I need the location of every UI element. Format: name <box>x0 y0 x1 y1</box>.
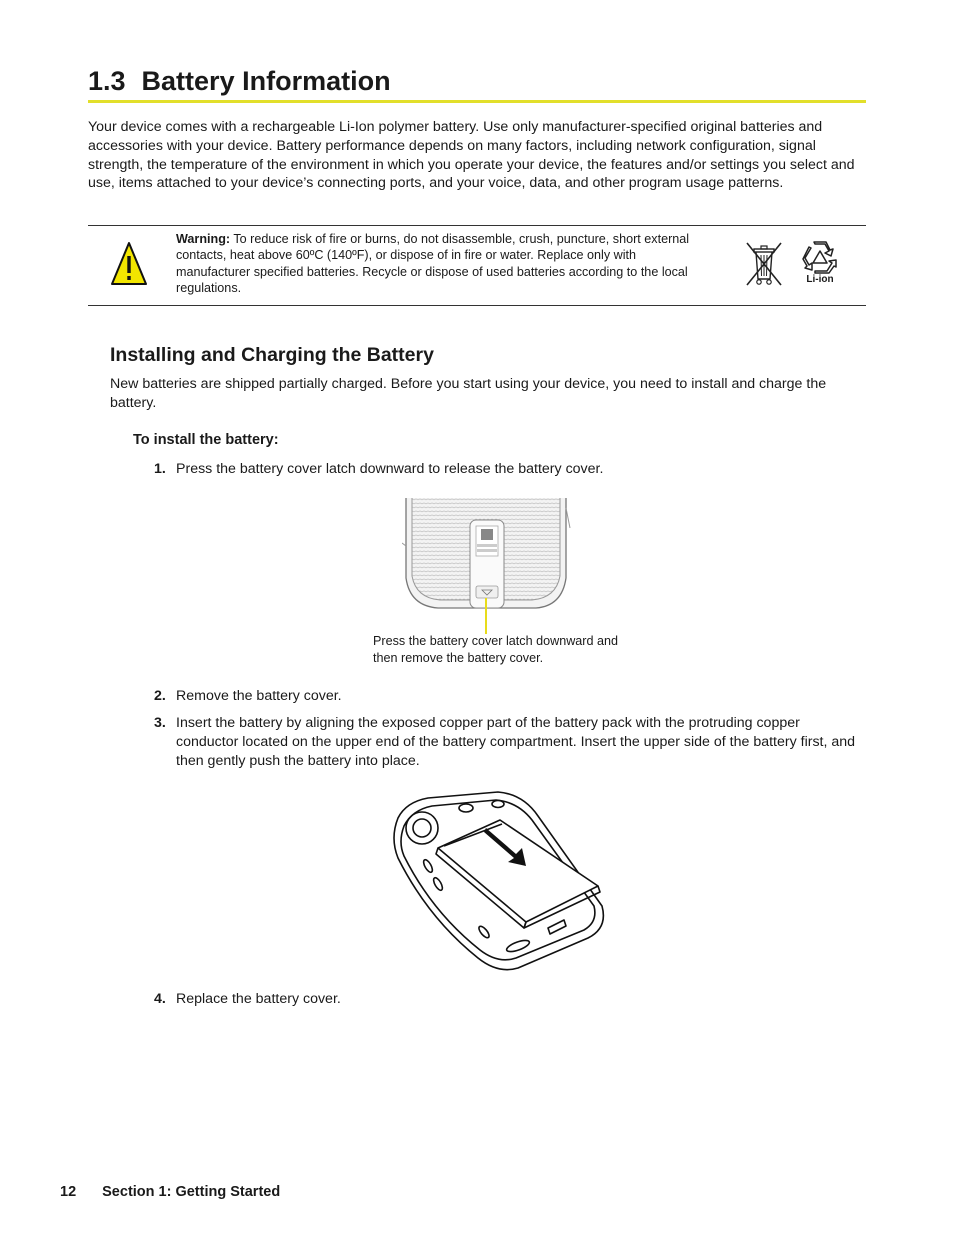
step-text: Insert the battery by aligning the exposed copper part of the battery pack with the protruding copper conductor located on the upper end of the battery compartment. Insert the upper side of the battery first, and then gently push the battery into place. <box>176 715 856 769</box>
footer-section: Section 1: Getting Started <box>102 1184 281 1200</box>
crossed-bin-icon <box>744 241 784 287</box>
section-number: 1.3 <box>88 66 126 96</box>
li-ion-label: Li-ion <box>806 274 834 285</box>
battery-cover-latch-illustration <box>402 498 572 634</box>
step-number: 2. <box>154 688 166 704</box>
figure-caption: Press the battery cover latch downward and then remove the battery cover. <box>373 634 619 665</box>
section-title: Battery Information <box>141 66 391 96</box>
step-number: 1. <box>154 461 166 477</box>
step-number: 4. <box>154 991 166 1007</box>
warning-body: To reduce risk of fire or burns, do not disassemble, crush, puncture, short external contacts, heat above 60ºC (140ºF), or dispose of in fire or water. Replace only with manufacturer specified batteries. Recycle or dispose of used batteries according to the local regulations. <box>176 232 690 296</box>
procedure-title: To install the battery: <box>133 432 279 448</box>
step-text: Remove the battery cover. <box>176 688 342 704</box>
warning-text <box>176 231 696 297</box>
battery-insertion-illustration <box>388 788 610 976</box>
warning-triangle-icon <box>110 240 148 287</box>
page-number: 12 <box>60 1184 77 1200</box>
step-text: Press the battery cover latch downward to release the battery cover. <box>176 461 604 477</box>
step-text: Replace the battery cover. <box>176 991 341 1007</box>
subsection-title: Installing and Charging the Battery <box>110 344 434 366</box>
recycle-icon <box>801 240 839 276</box>
warning-label: Warning: <box>176 232 231 246</box>
intro-paragraph: Your device comes with a rechargeable Li-Ion polymer battery. Use only manufacturer-specified original batteries and accessories with your device. Battery performance depends on many factors, including network configuration, signal strength, the temperature of the environment in which you operate your device, the features and/or settings you select and use, items attached to your device’s connecting ports, and your voice, data, and other program usage patterns. <box>88 119 855 192</box>
step-number: 3. <box>154 715 166 731</box>
subsection-intro: New batteries are shipped partially charged. Before you start using your device, you need to install and charge the battery. <box>110 376 827 411</box>
page-footer <box>60 1184 280 1200</box>
section-heading <box>88 62 866 103</box>
